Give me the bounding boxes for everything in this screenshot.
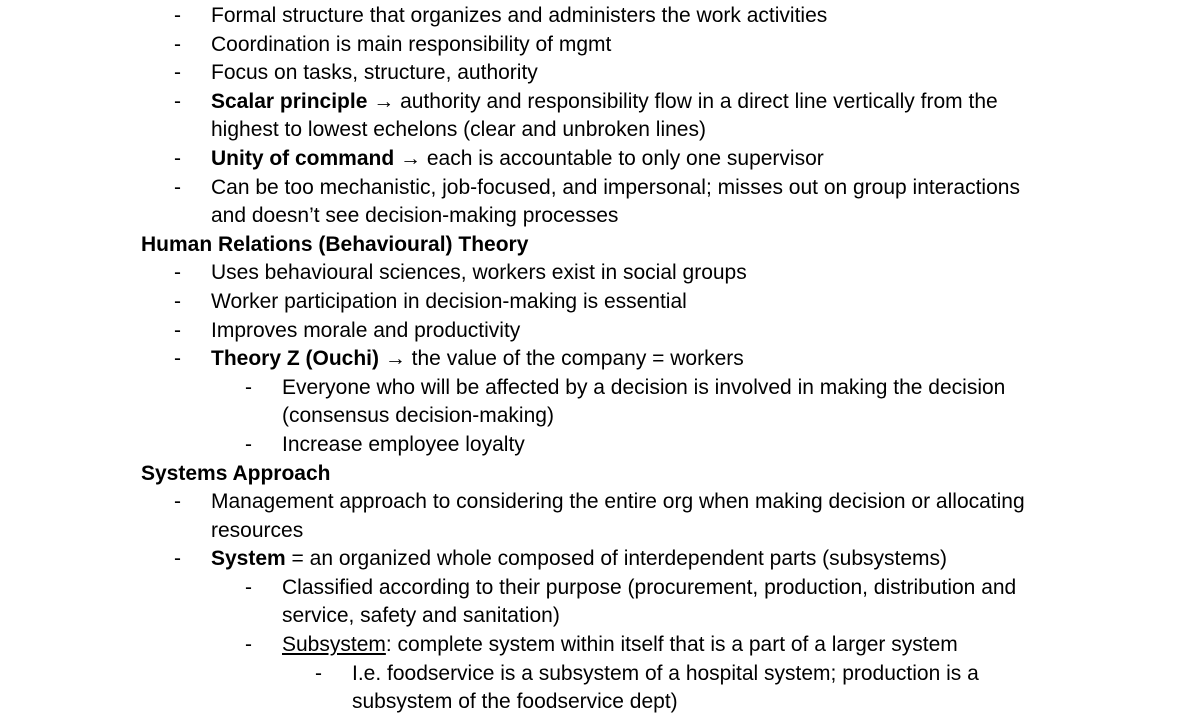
bullet-text <box>282 631 1052 660</box>
bullet-dash-icon: - <box>174 175 181 199</box>
text-run: Worker participation in decision-making is essential <box>211 289 687 313</box>
text-run: → authority and responsibility flow in a direct line vertically from the highest to lowest echelons (clear and unbroken lines) <box>211 89 998 142</box>
bullet-text <box>211 88 1056 145</box>
bullet-text <box>211 345 1056 374</box>
bullet-item-level-2 <box>0 374 1200 431</box>
bullet-text <box>211 488 1056 545</box>
bullet-item-level-1 <box>0 2 1200 31</box>
bullet-text <box>211 59 1056 88</box>
bullet-dash-icon: - <box>174 4 181 27</box>
bold-term: Unity of command <box>211 146 395 170</box>
bullet-item-level-1 <box>0 488 1200 545</box>
text-run: Increase employee loyalty <box>282 432 525 456</box>
bullet-text <box>282 431 1052 460</box>
bullet-item-level-1 <box>0 174 1200 231</box>
bold-term: Theory Z (Ouchi) <box>211 347 379 371</box>
bullet-text <box>211 2 1056 31</box>
bullet-dash-icon: - <box>174 490 181 514</box>
bullet-dash-icon: - <box>174 347 181 371</box>
bullet-dash-icon: - <box>174 89 181 113</box>
bullet-text <box>211 145 1056 174</box>
heading-text: Systems Approach <box>141 461 331 485</box>
bullet-dash-icon: - <box>174 289 181 313</box>
text-run: Uses behavioural sciences, workers exist in social groups <box>211 261 747 285</box>
bullet-dash-icon: - <box>174 547 181 571</box>
bullet-item-level-1 <box>0 345 1200 374</box>
bullet-text <box>211 174 1056 231</box>
bullet-item-level-1 <box>0 59 1200 88</box>
bullet-text <box>211 317 1056 346</box>
text-run: Management approach to considering the entire org when making decision or allocating resources <box>211 490 1025 542</box>
text-run: = an organized whole composed of interdependent parts (subsystems) <box>285 547 948 571</box>
bullet-item-level-1 <box>0 317 1200 346</box>
bullet-item-level-2 <box>0 574 1200 631</box>
bullet-text <box>282 574 1052 631</box>
bullet-text <box>352 660 1052 717</box>
bullet-text <box>211 288 1056 317</box>
bullet-text <box>211 259 1056 288</box>
bullet-item-level-1 <box>0 259 1200 288</box>
bullet-dash-icon: - <box>174 318 181 342</box>
bullet-item-level-1 <box>0 31 1200 60</box>
bullet-text <box>211 31 1056 60</box>
text-run: I.e. foodservice is a subsystem of a hospital system; production is a subsystem of the foodservice dept) <box>352 661 979 714</box>
document-page <box>0 2 1200 717</box>
text-run: Formal structure that organizes and administers the work activities <box>211 4 828 27</box>
text-run: Focus on tasks, structure, authority <box>211 61 538 85</box>
bullet-dash-icon: - <box>245 633 252 657</box>
heading-text: Human Relations (Behavioural) Theory <box>141 232 529 256</box>
section-heading <box>0 460 1200 489</box>
text-run: Coordination is main responsibility of mgmt <box>211 32 612 56</box>
bullet-item-level-2 <box>0 631 1200 660</box>
bullet-dash-icon: - <box>245 432 252 456</box>
bold-term: System <box>211 547 286 571</box>
text-run: → each is accountable to only one supervisor <box>394 146 824 170</box>
underlined-term: Subsystem <box>282 633 386 657</box>
bold-term: Scalar principle <box>211 89 368 113</box>
text-run: Classified according to their purpose (procurement, production, distribution and service, safety and sanitation) <box>282 575 1017 628</box>
text-run: Improves morale and productivity <box>211 318 521 342</box>
text-run: : complete system within itself that is a part of a larger system <box>385 633 958 657</box>
bullet-dash-icon: - <box>174 32 181 56</box>
bullet-dash-icon: - <box>245 575 252 599</box>
bullet-item-level-1 <box>0 545 1200 574</box>
text-run: Can be too mechanistic, job-focused, and impersonal; misses out on group interactions and doesn’t see decision-making processes <box>211 175 1020 228</box>
section-heading <box>0 231 1200 260</box>
bullet-text <box>211 545 1056 574</box>
text-run: Everyone who will be affected by a decision is involved in making the decision (consensus decision-making) <box>282 375 1006 428</box>
bullet-item-level-1 <box>0 88 1200 145</box>
text-run: → the value of the company = workers <box>379 347 744 371</box>
bullet-item-level-3 <box>0 660 1200 717</box>
bullet-dash-icon: - <box>174 261 181 285</box>
bullet-dash-icon: - <box>245 375 252 399</box>
bullet-item-level-1 <box>0 288 1200 317</box>
bullet-dash-icon: - <box>174 61 181 85</box>
bullet-item-level-1 <box>0 145 1200 174</box>
bullet-item-level-2 <box>0 431 1200 460</box>
bullet-dash-icon: - <box>174 146 181 170</box>
bullet-dash-icon: - <box>315 661 322 685</box>
bullet-text <box>282 374 1052 431</box>
